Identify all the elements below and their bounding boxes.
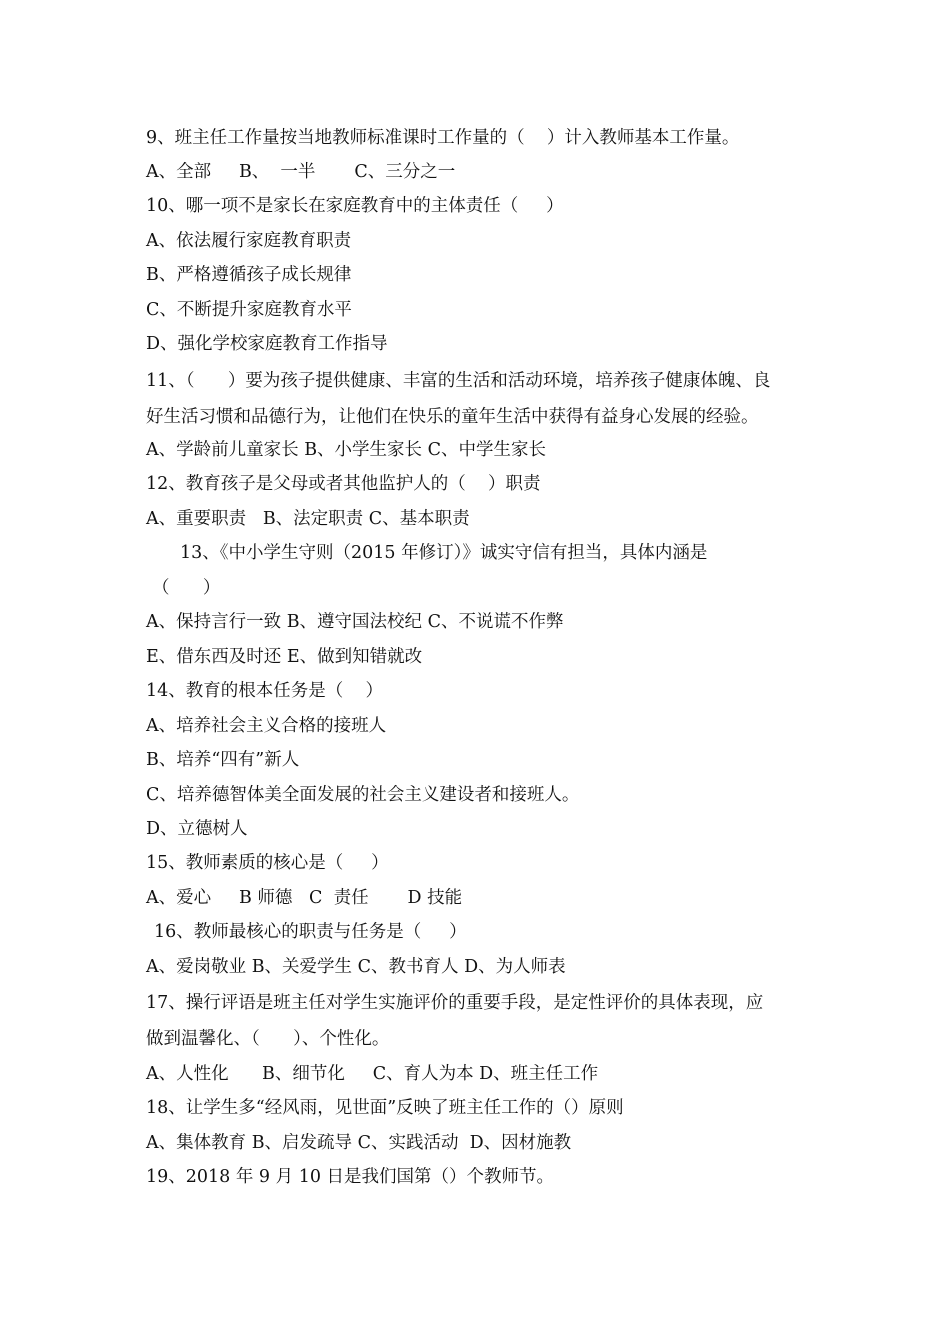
question-10-option-a: A、依法履行家庭教育职责: [146, 231, 352, 251]
question-15: 15、教师素质的核心是（ ）: [146, 853, 389, 873]
question-14-option-a: A、培养社会主义合格的接班人: [146, 716, 387, 736]
question-17-line-1: 17、操行评语是班主任对学生实施评价的重要手段，是定性评价的具体表现，应: [146, 993, 764, 1013]
question-11-options: A、学龄前儿童家长 B、小学生家长 C、中学生家长: [146, 440, 547, 460]
question-13-line-2: （ ）: [152, 578, 221, 598]
question-12-options: A、重要职责 B、法定职责 C、基本职责: [146, 509, 470, 529]
question-9-options: A、全部 B、 一半 C、三分之一: [146, 162, 456, 182]
question-10-option-d: D、强化学校家庭教育工作指导: [146, 334, 388, 354]
question-17-line-2: 做到温馨化、（ ）、个性化。: [146, 1029, 390, 1049]
question-14: 14、教育的根本任务是（ ）: [146, 681, 384, 701]
question-14-option-d: D、立德树人: [146, 819, 248, 839]
question-10-option-c: C、不断提升家庭教育水平: [146, 300, 352, 320]
question-18-options: A、集体教育 B、启发疏导 C、实践活动 D、因材施教: [146, 1133, 572, 1153]
question-19: 19、2018 年 9 月 10 日是我们国第（）个教师节。: [146, 1167, 555, 1187]
question-16-options: A、爱岗敬业 B、关爱学生 C、教书育人 D、为人师表: [146, 957, 566, 977]
question-18: 18、让学生多“经风雨，见世面”反映了班主任工作的（）原则: [146, 1098, 624, 1118]
question-9: 9、班主任工作量按当地教师标准课时工作量的（ ）计入教师基本工作量。: [146, 128, 740, 148]
question-14-option-c: C、培养德智体美全面发展的社会主义建设者和接班人。: [146, 785, 580, 805]
question-17-options: A、人性化 B、细节化 C、育人为本 D、班主任工作: [146, 1064, 599, 1084]
question-13-line-1: 13、《中小学生守则（2015 年修订）》诚实守信有担当，具体内涵是: [180, 543, 708, 563]
question-15-options: A、爱心 B 师德 C 责任 D 技能: [146, 888, 463, 908]
question-16: 16、教师最核心的职责与任务是（ ）: [154, 922, 467, 942]
question-10-option-b: B、严格遵循孩子成长规律: [146, 265, 352, 285]
question-13-options-1: A、保持言行一致 B、遵守国法校纪 C、不说谎不作弊: [146, 612, 564, 632]
question-13-options-2: E、借东西及时还 E、做到知错就改: [146, 647, 423, 667]
question-11-line-1: 11、（ ）要为孩子提供健康、丰富的生活和活动环境，培养孩子健康体魄、良: [146, 371, 771, 391]
question-12: 12、教育孩子是父母或者其他监护人的（ ）职责: [146, 474, 541, 494]
question-10: 10、哪一项不是家长在家庭教育中的主体责任（ ）: [146, 196, 564, 216]
question-11-line-2: 好生活习惯和品德行为，让他们在快乐的童年生活中获得有益身心发展的经验。: [146, 407, 759, 427]
question-14-option-b: B、培养“四有”新人: [146, 750, 300, 770]
